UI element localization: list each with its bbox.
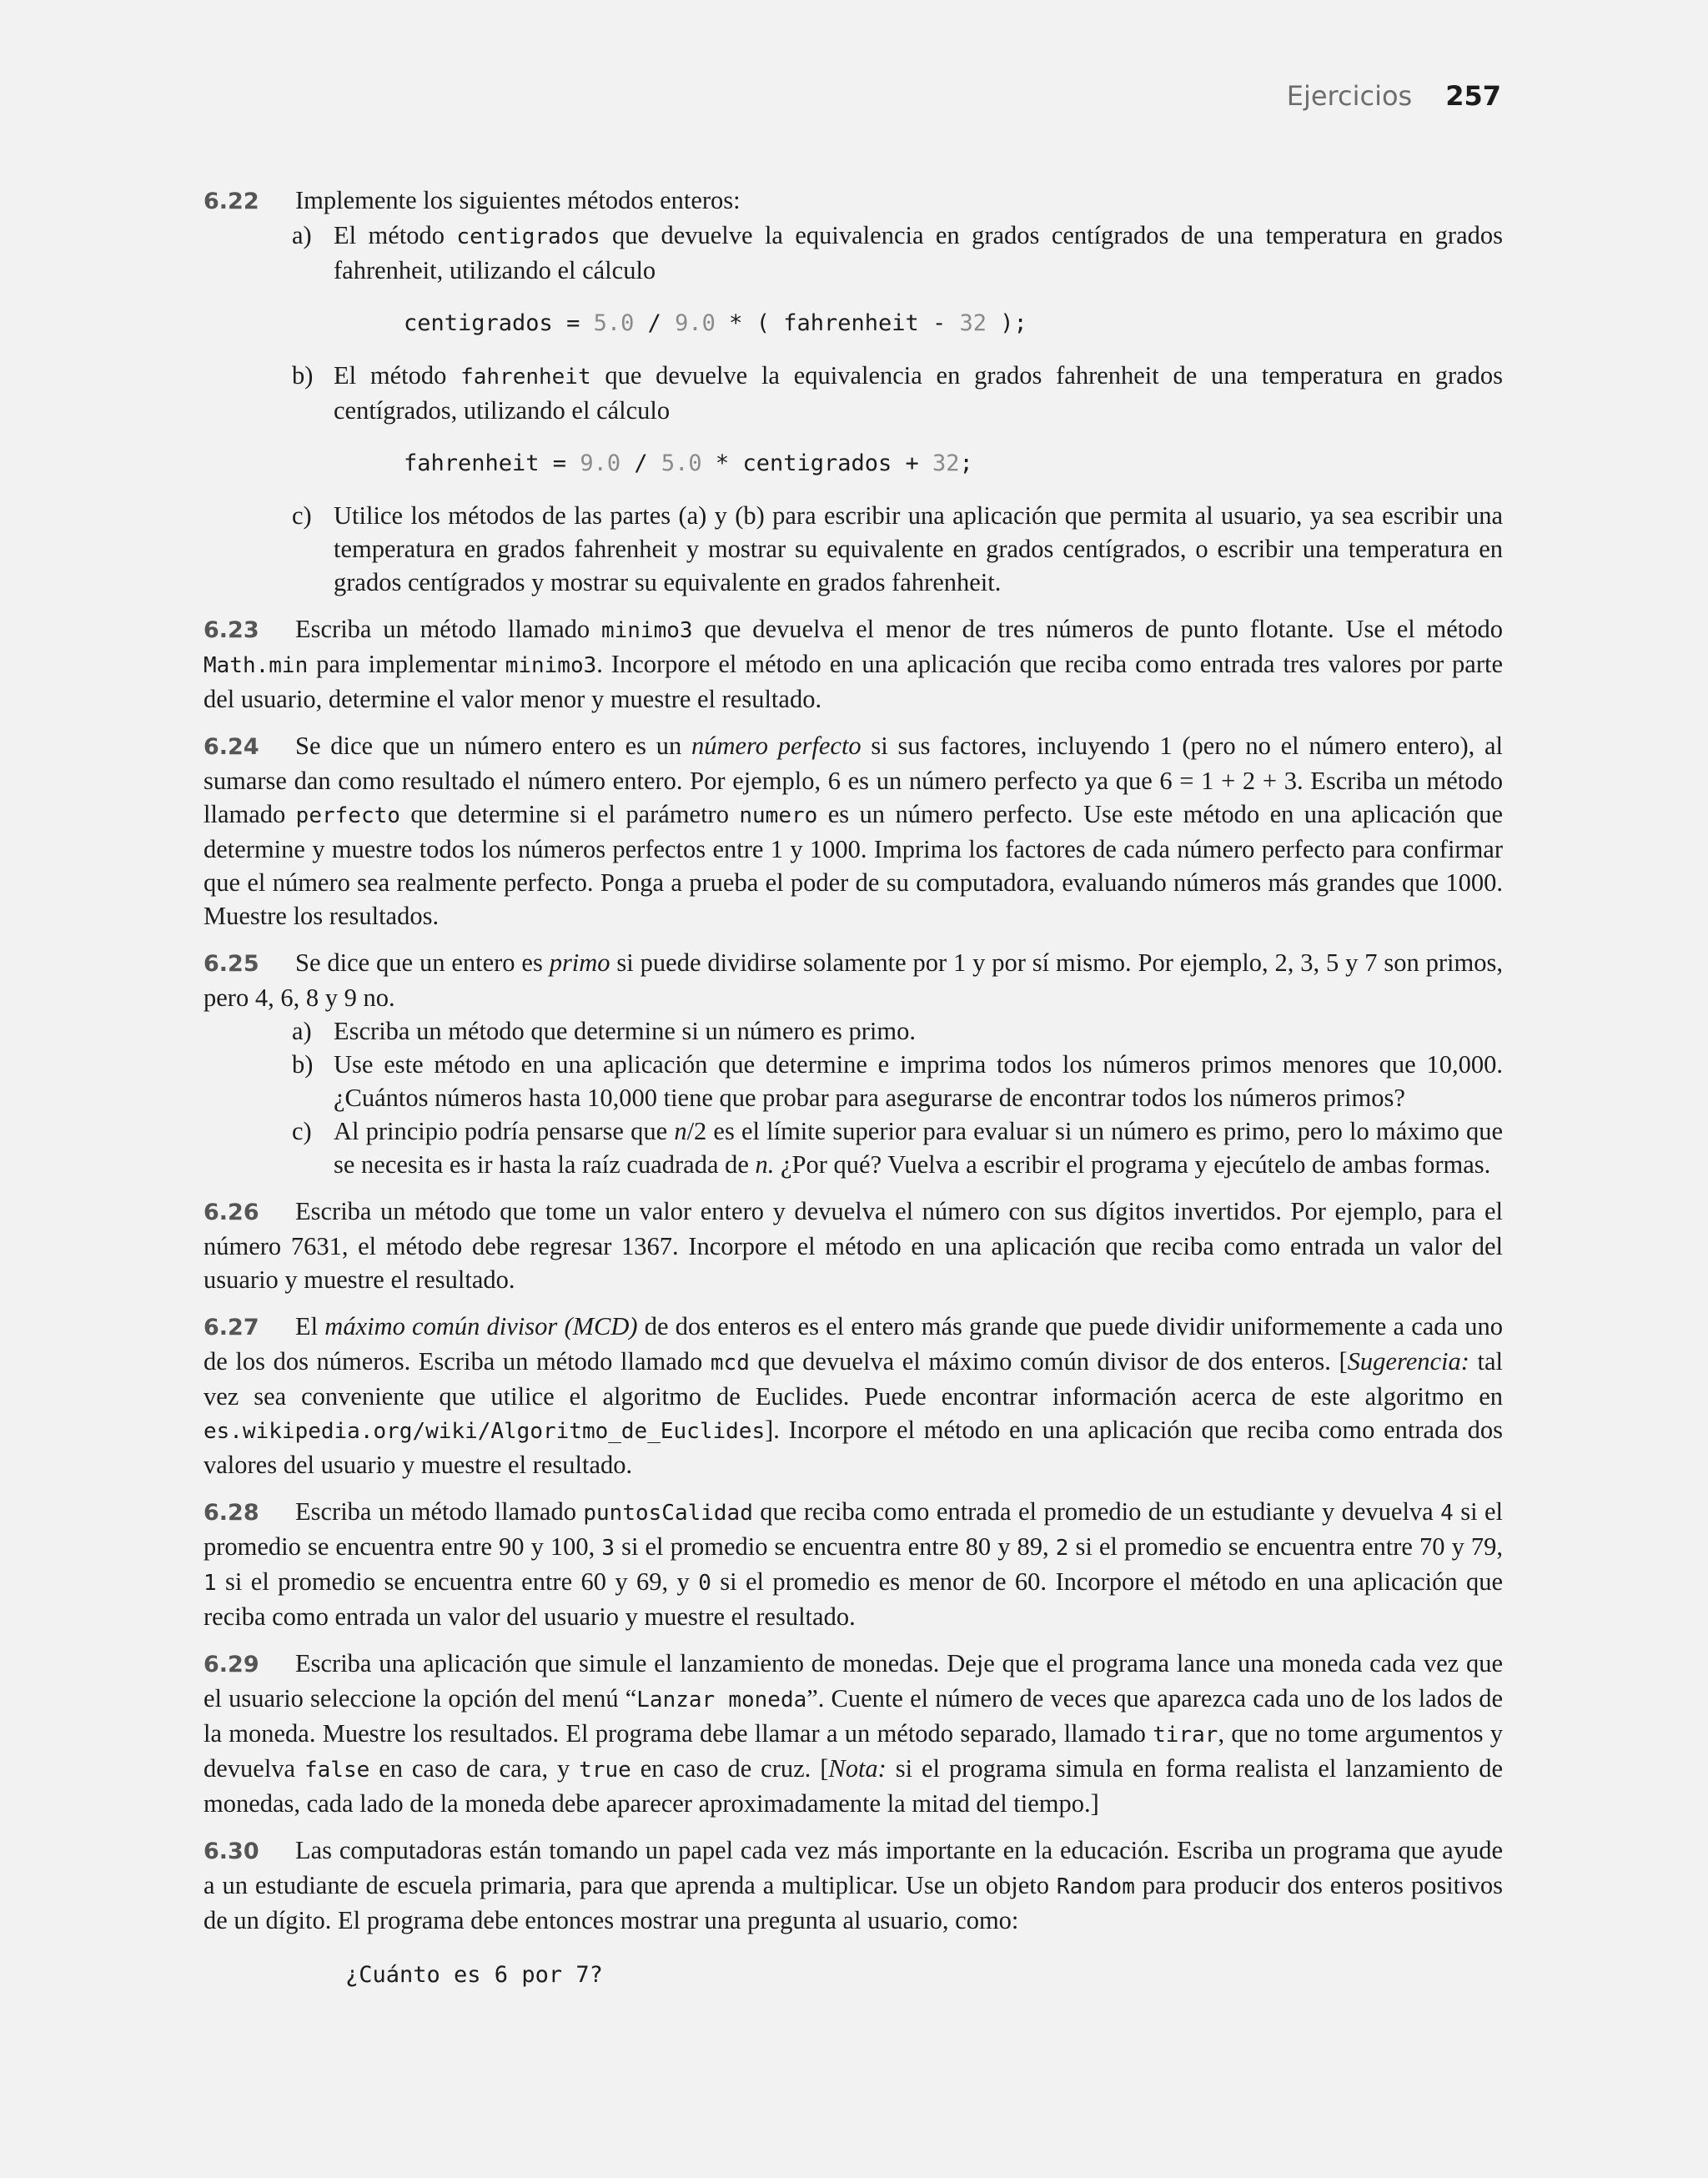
- text: que devuelve la equivalencia en grados fahrenheit de una temperatura en grados centígrados, utilizando el cálculo: [334, 361, 1504, 425]
- text: Escriba un método llamado: [295, 1497, 584, 1526]
- code-text: fahrenheit =: [404, 450, 580, 476]
- exercise-6-26: [203, 1195, 1503, 1296]
- term-primo: primo: [549, 948, 610, 977]
- code-literal: 5.0: [661, 450, 702, 476]
- code-literal: 32: [932, 450, 960, 476]
- text: en caso de cara, y: [369, 1754, 580, 1783]
- text: que devuelva el menor de tres números de punto flotante. Use el método: [692, 615, 1504, 643]
- code-true: true: [579, 1758, 631, 1783]
- code-lanzar-moneda: Lanzar moneda: [636, 1688, 807, 1713]
- exercise-6-27: [203, 1310, 1503, 1481]
- subitem-a: [203, 219, 1503, 287]
- code-minimo3: minimo3: [600, 618, 693, 643]
- text: de dos enteros es el entero más grande que puede dividir uniformemente a cada uno de los dos números. Escriba un método llamado: [203, 1312, 1503, 1376]
- hint-label: Sugerencia:: [1347, 1347, 1469, 1376]
- text: El: [295, 1312, 325, 1341]
- text: si el programa simula en forma realista el lanzamiento de monedas, cada lado de la moneda debe aparecer aproximadamente la mitad del tiempo.]: [203, 1754, 1503, 1818]
- text: Se dice que un entero es: [295, 948, 550, 977]
- code-mcd: mcd: [710, 1351, 750, 1376]
- text: ”. Cuente el número de veces que aparezca cada uno de los lados de la moneda. Muestre los resultados. El programa debe llamar a un método separado, llamado: [203, 1684, 1503, 1748]
- subitem-c: [203, 1114, 1503, 1181]
- exercise-6-23: [203, 612, 1503, 716]
- text: si sus factores, incluyendo 1 (pero no el número entero), al sumarse dan como resultado el número entero. Por ejemplo, 6 es un número perfecto ya que 6 = 1 + 2 + 3. Escriba un método llamado: [203, 732, 1503, 828]
- exercise-number: 6.28: [203, 1500, 259, 1526]
- subitem-a: [203, 1014, 1503, 1048]
- code-value: 4: [1440, 1501, 1454, 1526]
- text: El método: [334, 361, 461, 390]
- exercise-number: 6.26: [203, 1200, 259, 1225]
- code-text: * ( fahrenheit -: [715, 310, 960, 336]
- text: Utilice los métodos de las partes (a) y (b) para escribir una aplicación que permita al usuario, ya sea escribir una temperatura en grados fahrenheit y mostrar su equivalente en grados centígrados, o escribir una temperatura en grados centígrados y mostrar su equivalente en grados fahrenheit.: [334, 501, 1503, 596]
- code-math-min: Math.min: [203, 653, 309, 678]
- text: Escriba una aplicación que simule el lanzamiento de monedas. Deje que el programa lance una moneda cada vez que el usuario seleccione la opción del menú “: [203, 1649, 1503, 1713]
- exercise-number: 6.23: [203, 617, 259, 643]
- code-perfecto: perfecto: [295, 803, 400, 828]
- code-value: 1: [203, 1571, 217, 1596]
- text: Escriba un método llamado: [295, 615, 601, 643]
- code-tirar: tirar: [1153, 1723, 1218, 1748]
- code-numero: numero: [739, 803, 818, 828]
- text: si el promedio se encuentra entre 60 y 69, y: [216, 1567, 699, 1596]
- exercise-list: [203, 184, 1503, 2005]
- text: tal vez sea conveniente que utilice el algoritmo de Euclides. Puede encontrar información acerca de este algoritmo en: [203, 1347, 1503, 1411]
- running-head: [1287, 80, 1501, 112]
- exercise-6-25: [203, 946, 1503, 1181]
- code-text: /: [634, 310, 676, 336]
- exercise-6-22: [203, 184, 1503, 599]
- exercise-number: 6.30: [203, 1838, 259, 1864]
- subitem-label: c): [292, 501, 312, 530]
- formula-centigrados: [203, 307, 1503, 340]
- text: . Incorpore el método en una aplicación que reciba como entrada tres valores por parte del usuario, determine el valor menor y muestre el resultado.: [203, 650, 1503, 713]
- text: que determine si el parámetro: [399, 800, 740, 828]
- text: si el promedio se encuentra entre 90 y 100,: [203, 1497, 1503, 1561]
- code-text: /: [620, 450, 661, 476]
- text: si puede dividirse solamente por 1 y por sí mismo. Por ejemplo, 2, 3, 5 y 7 son primos, pero 4, 6, 8 y 9 no.: [203, 948, 1503, 1012]
- code-text: ;: [959, 450, 973, 476]
- subitem-label: a): [292, 221, 312, 249]
- text: que reciba como entrada el promedio de un estudiante y devuelva: [752, 1497, 1441, 1526]
- text: si el promedio se encuentra entre 70 y 79,: [1068, 1532, 1504, 1561]
- code-value: 2: [1055, 1536, 1069, 1561]
- exercise-number: 6.22: [203, 189, 259, 214]
- subitem-label: b): [292, 361, 314, 390]
- exercise-6-28: [203, 1495, 1503, 1633]
- text: en caso de cruz. [: [630, 1754, 829, 1783]
- subitem-label: c): [292, 1117, 312, 1145]
- exercise-number: 6.25: [203, 951, 259, 977]
- text: que devuelve la equivalencia en grados centígrados de una temperatura en grados fahrenheit, utilizando el cálculo: [334, 221, 1504, 284]
- text: para producir dos enteros positivos de un dígito. El programa debe entonces mostrar una pregunta al usuario, como:: [203, 1871, 1503, 1934]
- text: , que no tome argumentos y devuelva: [203, 1719, 1503, 1783]
- section-title: Ejercicios: [1286, 80, 1413, 112]
- code-random: Random: [1056, 1874, 1135, 1899]
- subitem-label: b): [292, 1050, 314, 1079]
- text: es un número perfecto. Use este método en una aplicación que determine y muestre todos los números perfectos entre 1 y 1000. Imprima los factores de cada número perfecto para confirmar que el número sea realmente perfecto. Ponga a prueba el poder de su computadora, evaluando números más grandes que 1000. Muestre los resultados.: [203, 800, 1503, 930]
- exercise-6-24: [203, 729, 1503, 933]
- text: ]. Incorpore el método en una aplicación que reciba como entrada dos valores del usuario y muestre el resultado.: [203, 1416, 1503, 1479]
- code-value: 3: [601, 1536, 615, 1561]
- exercise-number: 6.27: [203, 1315, 259, 1341]
- term-numero-perfecto: número perfecto: [691, 732, 862, 760]
- text: El método: [334, 221, 457, 249]
- text: /2 es el límite superior para evaluar si un número es primo, pero lo máximo que se necesita es ir hasta la raíz cuadrada de: [334, 1117, 1503, 1179]
- code-puntos-calidad: puntosCalidad: [583, 1501, 753, 1526]
- code-value: 0: [698, 1571, 711, 1596]
- code-fahrenheit: fahrenheit: [460, 365, 591, 390]
- note-label: Nota:: [828, 1754, 887, 1783]
- text: Las computadoras están tomando un papel cada vez más importante en la educación. Escriba un programa que ayude a un estudiante de escuela primaria, para que aprenda a multiplicar. Use un objeto: [203, 1836, 1503, 1899]
- text: para implementar: [308, 650, 505, 678]
- text: si el promedio se encuentra entre 80 y 89,: [615, 1532, 1056, 1561]
- subitem-label: a): [292, 1017, 312, 1045]
- code-text: centigrados =: [404, 310, 594, 336]
- text: Escriba un método que tome un valor entero y devuelva el número con sus dígitos invertidos. Por ejemplo, para el número 7631, el método debe regresar 1367. Incorpore el método en una aplicación que reciba como entrada un valor del usuario y muestre el resultado.: [203, 1197, 1503, 1294]
- code-text: * centigrados +: [701, 450, 933, 476]
- exercise-intro: Implemente los siguientes métodos enteros:: [295, 186, 741, 214]
- code-literal: 9.0: [675, 310, 716, 336]
- page-number: 257: [1445, 80, 1501, 112]
- text: Se dice que un número entero es un: [295, 732, 691, 760]
- code-text: );: [987, 310, 1027, 336]
- math-var: n.: [755, 1150, 775, 1179]
- sample-prompt: ¿Cuánto es 6 por 7?: [345, 1962, 603, 1988]
- subitem-c: [203, 499, 1503, 599]
- code-url: es.wikipedia.org/wiki/Algoritmo_de_Euclides: [203, 1419, 766, 1444]
- code-literal: 9.0: [580, 450, 621, 476]
- subitem-b: [203, 359, 1503, 427]
- text: si el promedio es menor de 60. Incorpore el método en una aplicación que reciba como entrada un valor del usuario y muestre el resultado.: [203, 1567, 1504, 1631]
- formula-fahrenheit: [203, 447, 1503, 480]
- code-false: false: [304, 1758, 370, 1783]
- text: que devuelva el máximo común divisor de dos enteros. [: [749, 1347, 1348, 1376]
- text: Al principio podría pensarse que: [334, 1117, 675, 1145]
- exercise-6-30: [203, 1833, 1503, 1992]
- text: Use este método en una aplicación que determine e imprima todos los números primos menores que 10,000. ¿Cuántos números hasta 10,000 tiene que probar para asegurarse de encontrar todos los números primos?: [334, 1050, 1503, 1112]
- text: Escriba un método que determine si un número es primo.: [334, 1017, 916, 1045]
- exercise-number: 6.29: [203, 1652, 259, 1678]
- text: ¿Por qué? Vuelva a escribir el programa y ejecútelo de ambas formas.: [774, 1150, 1491, 1179]
- math-var: n: [674, 1117, 687, 1145]
- exercise-number: 6.24: [203, 734, 259, 760]
- code-literal: 5.0: [593, 310, 635, 336]
- term-mcd: máximo común divisor (MCD): [324, 1312, 638, 1341]
- code-literal: 32: [959, 310, 987, 336]
- code-minimo3: minimo3: [505, 653, 597, 678]
- subitem-b: [203, 1048, 1503, 1114]
- code-centigrados: centigrados: [456, 224, 600, 249]
- exercise-6-29: [203, 1647, 1503, 1820]
